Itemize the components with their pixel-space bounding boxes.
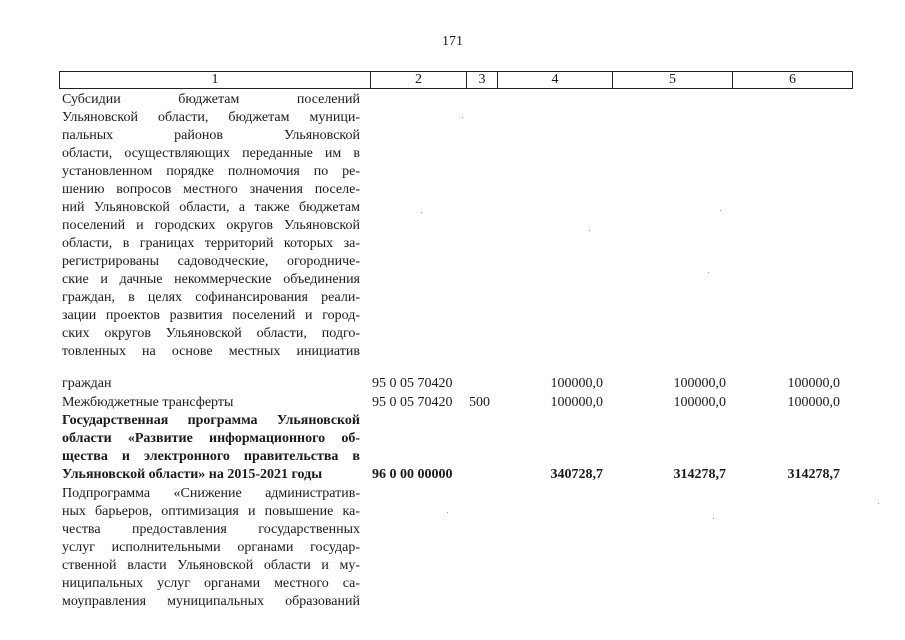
scan-speck [878, 503, 879, 504]
header-col-3: 3 [466, 72, 497, 88]
row3-line: щества и электронного правительства в [62, 449, 360, 464]
row3-value-6: 314278,7 [787, 467, 840, 482]
row3-line: Государственная программа Ульяновской [62, 413, 360, 428]
row2-value-6: 100000,0 [787, 395, 840, 410]
row1-line: ские и дачные некоммерческие объединения [62, 272, 360, 287]
row2-code: 95 0 05 70420 [372, 395, 453, 410]
row1-line: установленном порядке полномочия по ре- [62, 164, 360, 179]
header-col-6: 6 [732, 72, 852, 88]
row3-code: 96 0 00 00000 [372, 467, 453, 482]
header-col-4: 4 [497, 72, 612, 88]
scan-speck [720, 210, 721, 211]
row4-line: ных барьеров, оптимизация и повышение ка- [62, 504, 360, 519]
row1-line: ских округов Ульяновской области, подго- [62, 326, 360, 341]
table-header-row [59, 71, 853, 89]
row4-line: Подпрограмма «Снижение административ- [62, 486, 360, 501]
header-col-5: 5 [612, 72, 732, 88]
row1-line: ний Ульяновской области, а также бюджетам [62, 200, 360, 215]
row1-line: пальных районов Ульяновской [62, 128, 360, 143]
row1-line: Ульяновской области, бюджетам муници- [62, 110, 360, 125]
scan-speck [708, 272, 709, 273]
header-col-1: 1 [211, 72, 219, 87]
row1-line: товленных на основе местных инициатив [62, 344, 360, 359]
row1-code: 95 0 05 70420 [372, 376, 453, 391]
row1-line: граждан [62, 376, 112, 391]
row3-line: Ульяновской области» на 2015-2021 годы [62, 467, 323, 482]
row3-line: области «Развитие информационного об- [62, 431, 360, 446]
scan-speck [589, 230, 590, 231]
row1-value-6: 100000,0 [787, 376, 840, 391]
scan-speck [447, 512, 448, 513]
header-col-2: 2 [370, 72, 466, 88]
row1-line: шению вопросов местного значения поселе- [62, 182, 360, 197]
scan-speck [713, 518, 714, 519]
row2-type: 500 [469, 395, 490, 410]
row1-line: Субсидии бюджетам поселений [62, 92, 360, 107]
row4-line: моуправления муниципальных образований [62, 594, 360, 609]
row2-value-4: 100000,0 [550, 395, 603, 410]
row1-line: зации проектов развития поселений и город- [62, 308, 360, 323]
row2-value-5: 100000,0 [673, 395, 726, 410]
row1-line: поселений и городских округов Ульяновской [62, 218, 360, 233]
row4-line: услуг исполнительными органами государ- [62, 540, 360, 555]
row2-line: Межбюджетные трансферты [62, 395, 234, 410]
row4-line: чества предоставления государственных [62, 522, 360, 537]
row3-value-4: 340728,7 [550, 467, 603, 482]
row3-value-5: 314278,7 [673, 467, 726, 482]
scan-speck [462, 117, 463, 118]
row4-line: ниципальных услуг органами местного са- [62, 576, 360, 591]
row1-line: области, в границах территорий которых за- [62, 236, 360, 251]
row1-line: регистрированы садоводческие, огородниче- [62, 254, 360, 269]
row4-line: ственной власти Ульяновской области и му- [62, 558, 360, 573]
page-number: 171 [442, 34, 463, 49]
row1-line: области, осуществляющих переданные им в [62, 146, 360, 161]
row1-value-5: 100000,0 [673, 376, 726, 391]
row1-value-4: 100000,0 [550, 376, 603, 391]
scan-speck [421, 212, 422, 213]
row1-line: граждан, в целях софинансирования реали- [62, 290, 360, 305]
